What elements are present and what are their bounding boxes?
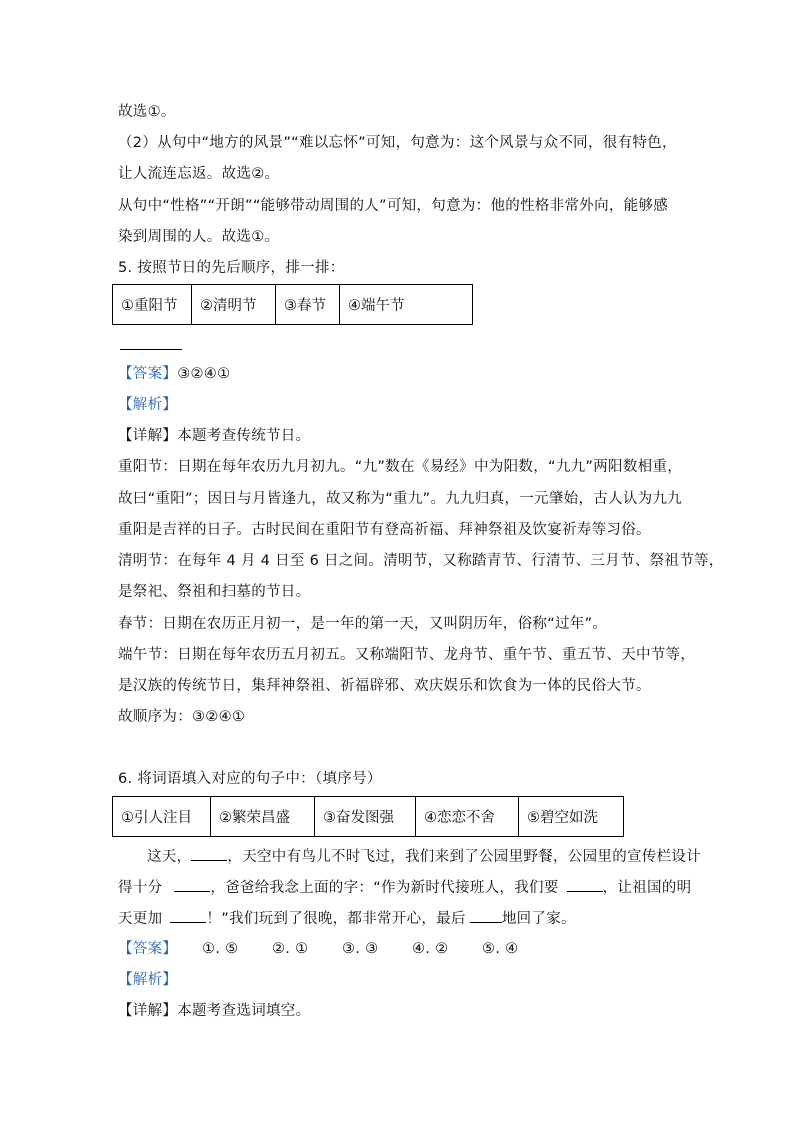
detail-line — [118, 426, 310, 446]
answer-item: ⑤. ④ — [482, 941, 519, 957]
sentence-line — [147, 846, 701, 867]
detail-text: 本题考查传统节日。 — [177, 428, 311, 444]
sentence-text: ，天空中有鸟儿不时飞过，我们来到了公园里野餐，公园里的宣传栏设计 — [227, 849, 702, 865]
sentence-text: ，爸爸给我念上面的字：“作为新时代接班人，我们要 — [210, 880, 559, 896]
sentence-text: ，让祖国的明 — [602, 880, 692, 896]
detail-tag: 【详解】 — [118, 1003, 178, 1019]
text-line: 故选①。 — [118, 104, 176, 120]
fill-blank — [174, 877, 210, 892]
text-line: 重阳是吉祥的日子。古时民间在重阳节有登高祈福、拜神祭祖及饮宴祈寿等习俗。 — [118, 522, 651, 538]
sentence-line — [118, 877, 691, 898]
detail-text: 本题考查选词填空。 — [177, 1003, 311, 1019]
answer-item: ④. ② — [412, 941, 449, 957]
answer-line — [118, 364, 230, 384]
option-cell: ①重阳节 — [113, 285, 192, 325]
text-line: 是祭祀、祭祖和扫墓的节日。 — [118, 584, 311, 600]
option-cell: ④端午节 — [340, 285, 473, 325]
option-cell: ④恋恋不舍 — [416, 797, 519, 837]
sentence-text: ！”我们玩到了很晚，都非常开心，最后 — [206, 911, 466, 927]
text-line: 从句中“性格”“开朗”“能够带动周围的人”可知，句意为：他的性格非常外向，能够感 — [118, 198, 669, 214]
answer-tag: 【答案】 — [118, 941, 178, 957]
text-line: 端午节：日期在每年农历五月初五。又称端阳节、龙舟节、重午节、重五节、天中节等， — [118, 647, 696, 663]
detail-line — [118, 1001, 310, 1021]
text-line: 染到周围的人。故选①。 — [118, 229, 280, 245]
answer-item: ③. ③ — [342, 941, 379, 957]
detail-tag: 【详解】 — [118, 428, 178, 444]
sentence-text: 天更加 — [118, 911, 163, 927]
question-6-options-table — [112, 796, 624, 837]
answer-line — [118, 939, 518, 959]
text-line: 让人流连忘返。故选②。 — [118, 166, 280, 182]
fill-blank — [170, 908, 206, 923]
fill-blank — [567, 877, 603, 892]
answer-value: ③②④① — [177, 366, 231, 382]
text-line: （2）从句中“地方的风景”“难以忘怀”可知，句意为：这个风景与众不同，很有特色， — [118, 135, 677, 151]
question-6-title: 6. 将词语填入对应的句子中：（填序号） — [118, 771, 382, 787]
option-cell: ⑤碧空如洗 — [519, 797, 624, 837]
answer-blank-line — [120, 349, 182, 350]
option-cell: ①引人注目 — [113, 797, 211, 837]
sentence-text: 得十分 — [118, 880, 163, 896]
text-line: 清明节：在每年 4 月 4 日至 6 日之间。清明节，又称踏青节、行清节、三月节、祭祖节等， — [118, 553, 724, 569]
text-line: 春节：日期在农历正月初一，是一年的第一天，又叫阴历年，俗称“过年”。 — [118, 616, 608, 632]
sentence-text: 这天， — [147, 849, 192, 865]
text-line: 故顺序为：③②④① — [118, 709, 246, 725]
fill-blank — [470, 908, 502, 923]
question-5-title: 5. 按照节日的先后顺序，排一排： — [118, 260, 345, 276]
text-line: 是汉族的传统节日，集拜神祭祖、祈福辟邪、欢庆娱乐和饮食为一体的民俗大节。 — [118, 678, 651, 694]
option-cell: ②清明节 — [192, 285, 276, 325]
option-cell: ②繁荣昌盛 — [211, 797, 315, 837]
option-cell: ③春节 — [276, 285, 340, 325]
sentence-line — [118, 908, 576, 929]
text-line: 故曰“重阳”；因日与月皆逢九，故又称为“重九”。九九归真，一元肇始，古人认为九九 — [118, 491, 683, 507]
fill-blank — [191, 846, 227, 861]
question-5-options-table — [112, 284, 473, 325]
answer-item: ①. ⑤ — [202, 941, 239, 957]
answer-tag: 【答案】 — [118, 366, 178, 382]
text-line: 重阳节：日期在每年农历九月初九。“九”数在《易经》中为阳数，“九九”两阳数相重， — [118, 459, 683, 475]
analysis-tag: 【解析】 — [118, 972, 178, 988]
option-cell: ③奋发图强 — [315, 797, 416, 837]
analysis-tag: 【解析】 — [118, 397, 178, 413]
answer-item: ②. ① — [272, 941, 309, 957]
sentence-text: 地回了家。 — [501, 911, 576, 927]
